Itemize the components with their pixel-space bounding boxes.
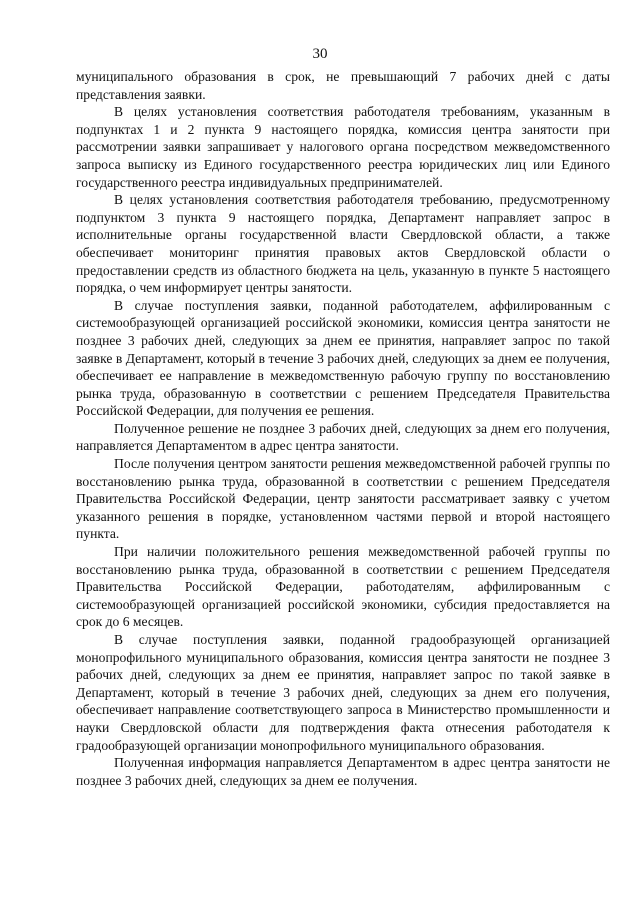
paragraph-continuation: муниципального образования в срок, не превышающий 7 рабочих дней с даты представления заявки.: [76, 69, 610, 102]
paragraph-subsidy-term: При наличии положительного решения межведомственной рабочей группы по восстановлению рынка труда, образованной в соответствии с решением Председателя Правительства Российской Федерации, работодателям, аффилированным с системообразующей организацией российской экономики, субсидия предоставляется на срок до 6 месяцев.: [76, 544, 610, 630]
page-number: 30: [312, 46, 328, 62]
paragraph-decision-forwarding: Полученное решение не позднее 3 рабочих дней, следующих за днем его получения, направляется Департаментом в адрес центра занятости.: [76, 420, 610, 454]
paragraph-affiliated-employer: В случае поступления заявки, поданной работодателем, аффилированным с системообразующей организацией российской экономики, комиссия центра занятости не позднее 3 рабочих дней, следующих за днем ее принятия, направляет запрос по такой заявке в Департамент, который в течение 3 рабочих дней, следующих за днем ее получения, обеспечивает ее направление в межведомственную рабочую группу по восстановлению рынка труда, образованную в соответствии с решением Председателя Правительства Российской Федерации, для получения ее решения.: [76, 297, 610, 419]
paragraph-department-request: В целях установления соответствия работодателя требованию, предусмотренному подпунктом 3 пункта 9 настоящего порядка, Департамент направляет запрос в исполнительные органы государственной власти Свердловской области, а также обеспечивает мониторинг принятия правовых актов Свердловской области о предоставлении средств из областного бюджета на цель, указанную в пункте 5 настоящего порядка, о чем информирует центры занятости.: [76, 192, 610, 296]
paragraph-registry-extract: В целях установления соответствия работодателя требованиям, указанным в подпунктах 1 и 2 пункта 9 настоящего порядка, комиссия центра занятости при рассмотрении заявки запрашивает у налогового органа посредством межведомственного запроса выписку из Единого государственного реестра юридических лиц или Единого государственного реестра индивидуальных предпринимателей.: [76, 104, 610, 190]
document-body: [76, 68, 610, 789]
paragraph-application-review: После получения центром занятости решения межведомственной рабочей группы по восстановлению рынка труда, образованной в соответствии с решением Председателя Правительства Российской Федерации, центр занятости рассматривает заявку с учетом указанного решения в порядке, установленном частями первой и второй настоящего пункта.: [76, 456, 610, 542]
paragraph-city-forming-organization: В случае поступления заявки, поданной градообразующей организацией монопрофильного муниципального образования, комиссия центра занятости не позднее 3 рабочих дней, следующих за днем ее принятия, направляет запрос по такой заявке в Департамент, который в течение 3 рабочих дней, следующих за днем его получения, обеспечивает направление соответствующего запроса в Министерство промышленности и науки Свердловской области для подтверждения факта отнесения работодателя к градообразующей организации монопрофильного муниципального образования.: [76, 632, 610, 753]
paragraph-information-forwarding: Полученная информация направляется Департаментом в адрес центра занятости не позднее 3 рабочих дней, следующих за днем ее получения.: [76, 755, 610, 788]
